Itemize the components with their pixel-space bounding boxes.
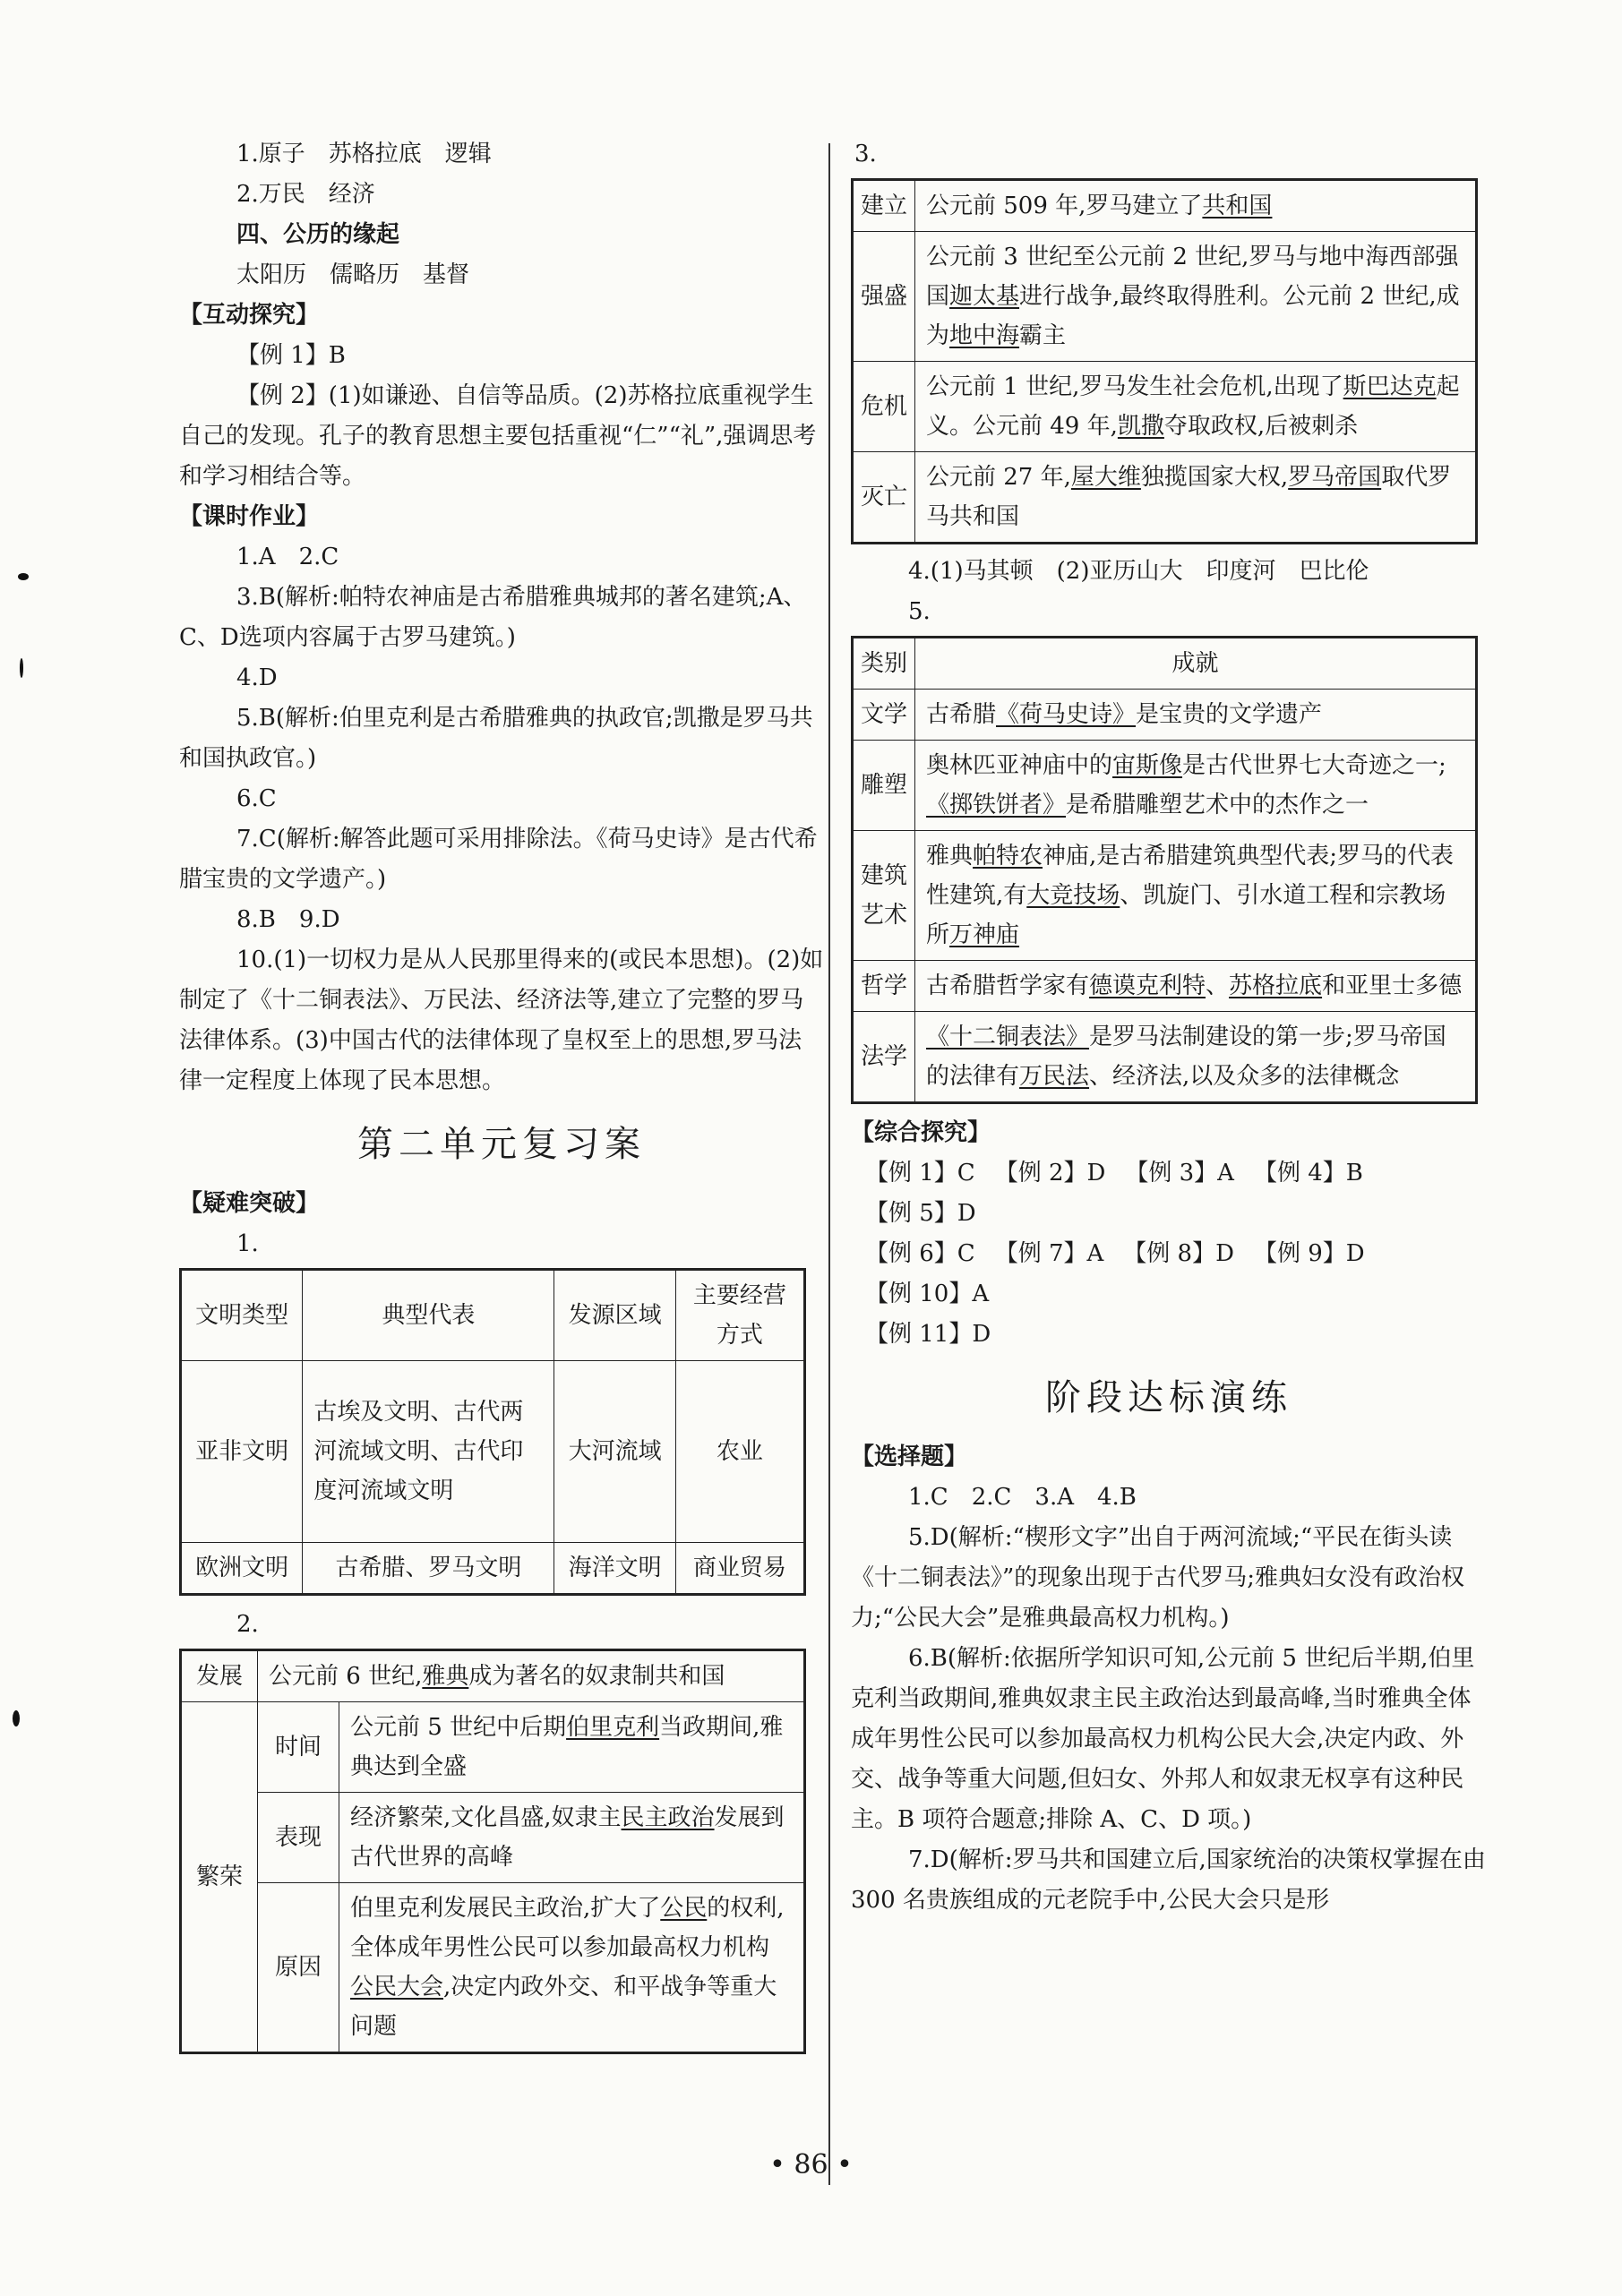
table-cell: 农业: [675, 1361, 804, 1543]
answer-line: 2.万民 经济: [236, 181, 375, 208]
homework-answer: 7.C(解析:解答此题可采用排除法。《荷马史诗》是古代希腊宝贵的文学遗产。): [179, 826, 818, 893]
example-1: 【例 1】B: [236, 342, 346, 369]
underlined-answer: 《十二铜表法》: [926, 1024, 1090, 1050]
table-cell: 商业贸易: [675, 1543, 804, 1595]
table-label: 危机: [853, 362, 915, 452]
achievements-table: [851, 636, 1478, 1104]
table-label: 表现: [258, 1793, 339, 1883]
underlined-answer: 苏格拉底: [1229, 972, 1323, 999]
section-heading-interactive: 【互动探究】: [179, 302, 320, 329]
table-cell: [915, 232, 1477, 362]
answer-row: [851, 1234, 1487, 1315]
text: 古希腊: [926, 701, 997, 728]
table-cell: [258, 1650, 805, 1702]
example-answer: 【例 4】B: [1253, 1160, 1363, 1187]
question-number: 1.: [236, 1230, 259, 1257]
table-cell: 古埃及文明、古代两河流域文明、古代印度河流域文明: [303, 1361, 554, 1543]
table-cell: [915, 452, 1477, 544]
table-row: [181, 1543, 805, 1595]
underlined-answer: 大竞技场: [1026, 882, 1120, 909]
section-heading-difficult: 【疑难突破】: [179, 1190, 320, 1217]
table-row: [853, 452, 1477, 544]
section-heading-choice: 【选择题】: [851, 1444, 968, 1470]
athens-table: [179, 1649, 806, 2054]
underlined-answer: 公民大会: [350, 1974, 444, 2000]
underlined-answer: 万神庙: [949, 921, 1020, 948]
table-label: 强盛: [853, 232, 915, 362]
choice-answer: 7.D(解析:罗马共和国建立后,国家统治的决策权掌握在由 300 名贵族组成的元老院手中,公民大会只是形: [851, 1846, 1486, 1914]
table-cell: 大河流域: [554, 1361, 675, 1543]
homework-answer: 6.C: [236, 785, 277, 812]
underlined-answer: 屋大维: [1070, 464, 1141, 491]
underlined-answer: 雅典: [422, 1663, 469, 1690]
table-label: 灭亡: [853, 452, 915, 544]
rome-table: [851, 178, 1478, 544]
table-cell: [915, 180, 1477, 232]
underlined-answer: 万民法: [1019, 1063, 1090, 1090]
underlined-answer: 《荷马史诗》: [996, 701, 1137, 728]
page-number: • 86 •: [769, 2149, 853, 2180]
left-column: [179, 134, 824, 2054]
text: 经济繁荣,文化昌盛,奴隶主: [350, 1804, 622, 1831]
text: 伯里克利发展民主政治,扩大了: [350, 1895, 661, 1922]
table-row: [853, 961, 1477, 1012]
example-answer: 【例 10】A: [865, 1281, 990, 1307]
table-label: 哲学: [853, 961, 915, 1012]
table-cell: [915, 961, 1477, 1012]
table-cell: [339, 1702, 805, 1793]
question-number: 2.: [236, 1611, 259, 1638]
text: 霸主: [1019, 322, 1067, 349]
homework-answer: 8.B 9.D: [236, 906, 340, 933]
text: 奥林匹亚神庙中的: [926, 752, 1113, 779]
table-label: 发展: [181, 1650, 258, 1702]
text: 的权利,全体成年男性公民可以参加最高权力机构: [350, 1895, 785, 1961]
homework-answer: 4.D: [236, 664, 278, 691]
text: 进行战争,最终取得胜利。公元前 2 世纪,成为: [926, 283, 1460, 349]
underlined-answer: 《掷铁饼者》: [926, 792, 1067, 818]
text: 公元前 509 年,罗马建立了: [926, 193, 1203, 219]
question-number: 3.: [854, 141, 877, 167]
text: 取代罗马共和国: [926, 464, 1452, 530]
example-answer: 【例 1】C: [865, 1160, 975, 1187]
homework-answer: 5.B(解析:伯里克利是古希腊雅典的执政官;凯撒是罗马共和国执政官。): [179, 705, 813, 772]
choice-answer: 5.D(解析:“楔形文字”出自于两河流域;“平民在街头读《十二铜表法》”的现象出现于古代罗马;雅典妇女没有政治权力;“公民大会”是雅典最高权力机构。): [851, 1524, 1465, 1632]
underlined-answer: 迦太基: [949, 283, 1020, 310]
text: 公元前 5 世纪中后期: [350, 1714, 567, 1741]
table-row: [181, 1650, 805, 1702]
table-header: 典型代表: [303, 1270, 554, 1361]
text: 和亚里士多德: [1322, 972, 1463, 999]
table-label: 繁荣: [181, 1702, 258, 2053]
text: 、凯旋门、引水道工程和宗教场所: [926, 882, 1446, 948]
homework-answer: 3.B(解析:帕特农神庙是古希腊雅典城邦的著名建筑;A、C、D选项内容属于古罗马建筑。): [179, 584, 807, 651]
table-row: [181, 1702, 805, 1793]
text: 成为著名的奴隶制共和国: [468, 1663, 725, 1690]
text: 夺取政权,后被刺杀: [1163, 413, 1359, 440]
table-label: 建筑艺术: [853, 831, 915, 961]
underlined-answer: 罗马帝国: [1288, 464, 1382, 491]
scan-mark: [18, 573, 29, 580]
text: 独揽国家大权,: [1140, 464, 1289, 491]
question-number: 5.: [908, 598, 931, 625]
table-header: 文明类型: [181, 1270, 303, 1361]
underlined-answer: 斯巴达克: [1343, 373, 1437, 400]
table-cell: 古希腊、罗马文明: [303, 1543, 554, 1595]
table-cell: [915, 1012, 1477, 1103]
table-row: [853, 741, 1477, 831]
choice-answer: 1.C 2.C 3.A 4.B: [908, 1484, 1137, 1511]
table-row: [853, 831, 1477, 961]
table-label: 文学: [853, 690, 915, 741]
table-header: 发源区域: [554, 1270, 675, 1361]
text: 起义。公元前 49 年,: [926, 373, 1460, 440]
civilization-table: [179, 1268, 806, 1596]
example-answer: 【例 3】A: [1125, 1160, 1234, 1187]
example-2: 【例 2】(1)如谦逊、自信等品质。(2)苏格拉底重视学生自己的发现。孔子的教育思想主要包括重视“仁”“礼”,强调思考和学习相结合等。: [179, 382, 817, 490]
right-column: [851, 134, 1487, 1921]
table-header: 成就: [915, 638, 1477, 690]
table-label: 建立: [853, 180, 915, 232]
table-row: [853, 1012, 1477, 1103]
table-row: [181, 1361, 805, 1543]
text: 公元前 27 年,: [926, 464, 1071, 491]
table-cell: [339, 1793, 805, 1883]
example-answer: 【例 6】C: [865, 1240, 975, 1267]
text: 、经济法,以及众多的法律概念: [1089, 1063, 1400, 1090]
text: 雅典: [926, 843, 974, 870]
underlined-answer: 凯撒: [1117, 413, 1164, 440]
table-row: [181, 1883, 805, 2053]
table-label: 时间: [258, 1702, 339, 1793]
table-label: 法学: [853, 1012, 915, 1103]
section-heading-homework: 【课时作业】: [179, 503, 320, 530]
table-cell: 亚非文明: [181, 1361, 303, 1543]
homework-answer: 1.A 2.C: [236, 544, 339, 570]
table-cell: 海洋文明: [554, 1543, 675, 1595]
table-header-row: [853, 638, 1477, 690]
example-answer: 【例 8】D: [1123, 1240, 1234, 1267]
underlined-answer: 帕特农: [973, 843, 1043, 870]
underlined-answer: 共和国: [1202, 193, 1273, 219]
text: 是希腊雕塑艺术中的杰作之一: [1066, 792, 1369, 818]
table-label: 雕塑: [853, 741, 915, 831]
table-row: [853, 362, 1477, 452]
example-answer: 【例 11】D: [865, 1321, 991, 1348]
underlined-answer: 宙斯像: [1112, 752, 1183, 779]
underlined-answer: 公民: [660, 1895, 708, 1922]
table-header: 类别: [853, 638, 915, 690]
section-heading-comprehensive: 【综合探究】: [851, 1119, 991, 1146]
table-row: [181, 1793, 805, 1883]
table-cell: [915, 362, 1477, 452]
table-cell: [339, 1883, 805, 2053]
table-row: [853, 690, 1477, 741]
table-cell: [915, 831, 1477, 961]
text: 公元前 1 世纪,罗马发生社会危机,出现了: [926, 373, 1343, 400]
text: ,决定内政外交、和平战争等重大问题: [350, 1974, 777, 2040]
table-cell: [915, 741, 1477, 831]
table-cell: 欧洲文明: [181, 1543, 303, 1595]
table-cell: [915, 690, 1477, 741]
table-row: [853, 232, 1477, 362]
text: 古希腊哲学家有: [926, 972, 1090, 999]
example-answer: 【例 9】D: [1253, 1240, 1365, 1267]
table-row: [853, 180, 1477, 232]
homework-answer: 10.(1)一切权力是从人民那里得来的(或民本思想)。(2)如制定了《十二铜表法》、万民法、经济法等,建立了完整的罗马法律体系。(3)中国古代的法律体现了皇权至上的思想,罗马法律一定程度上体现了民本思想。: [179, 947, 824, 1094]
text: 公元前 3 世纪至公元前 2 世纪,罗马与地中海西部强国: [926, 244, 1459, 310]
table-header-row: [181, 1270, 805, 1361]
underlined-answer: 民主政治: [621, 1804, 715, 1831]
choice-answer: 6.B(解析:依据所学知识可知,公元前 5 世纪后半期,伯里克利当政期间,雅典奴隶主民主政治达到最高峰,当时雅典全体成年男性公民可以参加最高权力机构公民大会,决定内政、外交、战争等重大问题,但妇女、外邦人和奴隶无权享有这种民主。B 项符合题意;排除 A、C、D 项。): [851, 1645, 1475, 1833]
table-label: 原因: [258, 1883, 339, 2053]
text: 当政期间,雅典达到全盛: [350, 1714, 784, 1780]
scan-mark: [20, 658, 23, 678]
column-divider: [828, 143, 830, 2185]
unit-review-title: 第二单元复习案: [357, 1124, 646, 1165]
text: 神庙,是古希腊建筑典型代表;罗马的代表性建筑,有: [926, 843, 1455, 909]
underlined-answer: 德谟克利特: [1089, 972, 1206, 999]
text: 、: [1206, 972, 1230, 999]
answer-line: 太阳历 儒略历 基督: [236, 261, 470, 288]
text: 发展到古代世界的高峰: [350, 1804, 785, 1871]
example-answer: 【例 2】D: [994, 1160, 1106, 1187]
answer-row: [851, 1153, 1487, 1234]
answer-line: 1.原子 苏格拉底 逻辑: [236, 141, 492, 167]
example-answer: 【例 5】D: [865, 1200, 976, 1227]
answer-line: 4.(1)马其顿 (2)亚历山大 印度河 巴比伦: [908, 558, 1369, 585]
text: 公元前 6 世纪,: [269, 1663, 423, 1690]
answer-row: [851, 1315, 1487, 1355]
text: 是古代世界七大奇迹之一;: [1182, 752, 1446, 779]
stage-practice-title: 阶段达标演练: [1045, 1377, 1292, 1418]
text: 是罗马法制建设的第一步;罗马帝国的法律有: [926, 1024, 1446, 1090]
section-title: 四、公历的缘起: [236, 221, 400, 248]
text: 是宝贵的文学遗产: [1136, 701, 1323, 728]
table-header: 主要经营方式: [675, 1270, 804, 1361]
underlined-answer: 伯里克利: [566, 1714, 660, 1741]
underlined-answer: 地中海: [949, 322, 1020, 349]
example-answer: 【例 7】A: [994, 1240, 1104, 1267]
scan-mark: [13, 1710, 20, 1726]
